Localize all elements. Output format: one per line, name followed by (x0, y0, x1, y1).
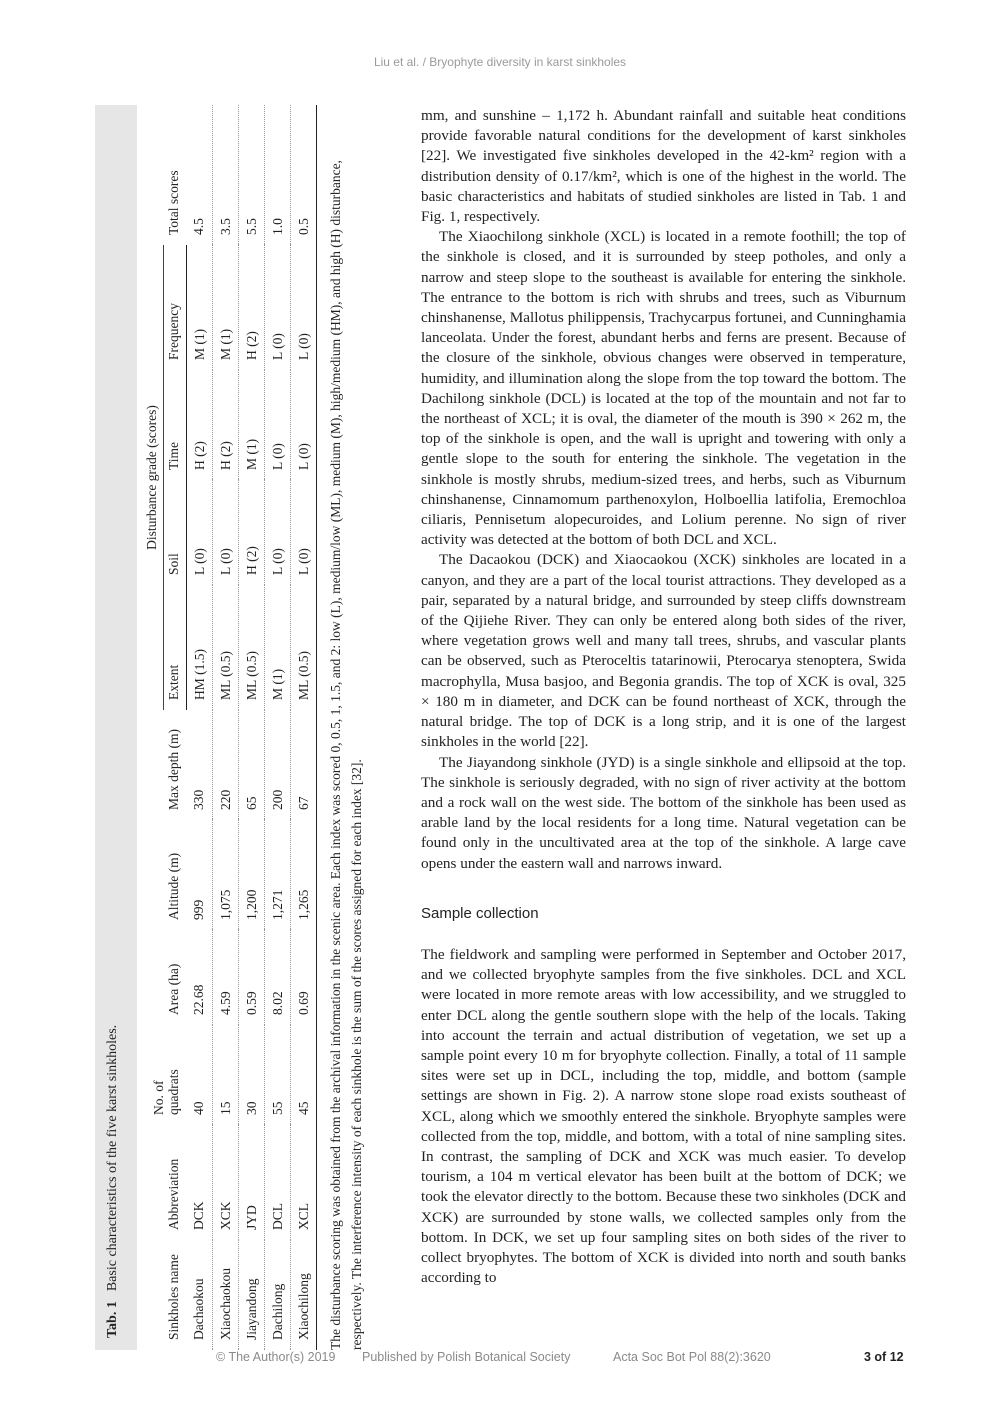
table-cell: 15 (213, 1025, 239, 1125)
table-cell: Xiaochilong (291, 1240, 317, 1350)
table-cell: XCK (213, 1125, 239, 1240)
table-note: The disturbance scoring was obtained from the archival information in the scenic area. Each index was scored 0, 0.5, 1, 1.5, and 2: low (L), medium/low (ML), medium (M), high/medium (HM), and high (H) disturbance, respectively. The interference intensity of each sinkhole is the sum of the scores assigned for each index [32]. (328, 160, 364, 1350)
table-caption-band (95, 105, 137, 1350)
table-cell: L (0) (213, 480, 239, 585)
table-cell: DCK (187, 1125, 213, 1240)
table-body (187, 105, 317, 1350)
table-cell: 0.59 (239, 930, 265, 1025)
table-label: Tab. 1 (105, 1301, 120, 1338)
table-cell: 55 (265, 1025, 291, 1125)
col-header-time: Time (163, 370, 187, 480)
paragraph-4: The Jiayandong sinkhole (JYD) is a single sinkhole and ellipsoid at the top. The sinkhole is seriously degraded, with no sign of river activity at the bottom and a rock wall on the west side. The bottom of the sinkhole has been used as arable land by the local residents for a long time. Natural vegetation can be found only in the uncultivated area at the top of the sinkhole. A large cave opens under the eastern wall and narrows inward. (421, 753, 906, 872)
footer-page-number: 3 of 12 (864, 1350, 904, 1364)
table-cell: M (1) (265, 585, 291, 710)
col-header-area: Area (ha) (166, 963, 182, 1015)
paragraph-1: mm, and sunshine – 1,172 h. Abundant rainfall and suitable heat conditions provide favorable natural conditions for the development of karst sinkholes [22]. We investigated five sinkholes developed in the 42-km² region with a distribution density of 0.17/km², which is one of the highest in the world. The basic characteristics and habitats of studied sinkholes are listed in Tab. 1 and Fig. 1, respectively. (421, 107, 906, 226)
table-cell: 200 (265, 710, 291, 820)
footer-copyright: © The Author(s) 2019 (216, 1350, 336, 1364)
running-head: Liu et al. / Bryophyte diversity in karst sinkholes (373, 55, 627, 69)
table-caption (105, 1025, 121, 1338)
table-cell: L (0) (265, 245, 291, 370)
table-cell: ML (0.5) (291, 585, 317, 710)
table-cell: 3.5 (213, 105, 239, 245)
table-cell: XCL (291, 1125, 317, 1240)
table-cell: Dachilong (265, 1240, 291, 1350)
table-cell: L (0) (291, 480, 317, 585)
table-cell: 1,265 (291, 820, 317, 930)
table-cell: L (0) (265, 370, 291, 480)
table-cell: 67 (291, 710, 317, 820)
section-heading: Sample collection (421, 904, 539, 922)
col-header-name: Sinkholes name (166, 1254, 182, 1340)
table-row (213, 105, 239, 1350)
group-header-disturbance: Disturbance grade (scores) (142, 245, 163, 710)
table-cell: 4.5 (187, 105, 213, 245)
table-cell: 1,075 (213, 820, 239, 930)
table-cell: 8.02 (265, 930, 291, 1025)
table-cell: 1.0 (265, 105, 291, 245)
table-cell: Jiayandong (239, 1240, 265, 1350)
col-header-extent: Extent (163, 585, 187, 710)
table-cell: M (1) (187, 245, 213, 370)
table-cell: H (2) (213, 370, 239, 480)
table-cell: 0.69 (291, 930, 317, 1025)
table-title: Basic characteristics of the five karst sinkholes. (105, 1024, 120, 1292)
table-cell: M (1) (213, 245, 239, 370)
paragraph-5: The fieldwork and sampling were performed in September and October 2017, and we collected bryophyte samples from the five sinkholes. DCL and XCL were located in more remote areas with low accessibility, and we struggled to enter DCL along the gentle southern slope with the help of the locals. Taking into account the terrain and actual distribution of vegetation, we set up a sample point every 10 m for bryophyte collection. Finally, a total of 11 sample sites were set up in DCL, including the top, middle, and bottom (sample settings are shown in Fig. 2). A narrow stone slope road exists southeast of XCL, along which we smoothly entered the sinkhole. Bryophyte samples were collected from the top, middle, and bottom, with a total of nine sampling sites. In contrast, the sampling of DCK and XCK was much easier. To develop tourism, a 104 m vertical elevator has been built at the bottom of DCK; we took the elevator directly to the bottom. Because these two sinkholes (DCK and XCK) are surrounded by stone walls, we collected samples only from the bottom. In DCK, we set up four sampling sites on both sides of the river to collect bryophytes. The bottom of XCK is divided into north and south banks according to (421, 945, 906, 1287)
table-cell: DCL (265, 1125, 291, 1240)
table-cell: 4.59 (213, 930, 239, 1025)
footer-journal: Acta Soc Bot Pol 88(2):3620 (613, 1350, 771, 1364)
table-row (187, 105, 213, 1350)
footer-publisher: Published by Polish Botanical Society (362, 1350, 571, 1364)
table-cell: 0.5 (291, 105, 317, 245)
table-cell: L (0) (187, 480, 213, 585)
paragraph-3: The Dacaokou (DCK) and Xiaocaokou (XCK) sinkholes are located in a canyon, and they are a part of the local tourist attractions. They developed as a pair, separated by a natural bridge, and surrounded by steep cliffs downstream of the Qijiehe River. They can only be entered along both sides of the river, where vegetation grows well and many tall trees, shrubs, and vascular plants can be observed, such as Pteroceltis tatarinowii, Pterocarya stenoptera, Swida macrophylla, Musa basjoo, and Begonia grandis. The top of XCK is oval, 325 × 180 m in diameter, and DCK can be found northeast of XCK, through the natural bridge. The top of DCK is a long strip, and it is one of the largest sinkholes in the world [22]. (421, 551, 906, 751)
table-cell: 30 (239, 1025, 265, 1125)
col-header-quadrats: No. of quadrats (150, 1069, 182, 1115)
table-cell: 22.68 (187, 930, 213, 1025)
table-cell: 5.5 (239, 105, 265, 245)
col-header-soil: Soil (163, 480, 187, 585)
table-cell: 45 (291, 1025, 317, 1125)
paragraph-2: The Xiaochilong sinkhole (XCL) is located in a remote foothill; the top of the sinkhole is closed, and it is surrounded by steep potholes, and only a narrow and steep slope to the southeast is available for entering the sinkhole. The entrance to the bottom is rich with shrubs and trees, such as Viburnum chinshanense, Mallotus philippensis, Trachycarpus fortunei, and Cunninghamia lanceolata. Under the forest, abundant herbs and ferns are present. Because of the closure of the sinkhole, obvious changes were observed in temperature, humidity, and illumination along the slope from the top toward the bottom. The Dachilong sinkhole (DCL) is located at the top of the mountain and not far to the northeast of XCL; it is oval, the diameter of the mouth is 390 × 262 m, the top of the sinkhole is open, and the wall is upright and towering with only a gentle slope to the south for entering the sinkhole. The vegetation in the sinkhole is mostly shrubs, medium-sized trees, and herbs, such as Viburnum chinshanense, Cinnamomum parthenoxylon, Holboellia latifolia, Eremochloa ciliaris, Pennisetum alopecuroides, and Lolium perenne. No sign of river activity was detected at the bottom of both DCL and XCL. (421, 228, 906, 549)
table-cell: M (1) (239, 370, 265, 480)
table-cell: 1,200 (239, 820, 265, 930)
rotated-table (95, 105, 390, 1350)
body-column (421, 106, 906, 1288)
col-header-depth: Max depth (m) (166, 729, 182, 810)
table-cell: ML (0.5) (239, 585, 265, 710)
table-cell: 1,271 (265, 820, 291, 930)
table-cell: 220 (213, 710, 239, 820)
table-row (265, 105, 291, 1350)
col-header-frequency: Frequency (163, 245, 187, 370)
table-cell: H (2) (239, 245, 265, 370)
col-header-total: Total scores (166, 170, 182, 235)
table-cell: HM (1.5) (187, 585, 213, 710)
table-cell: 999 (187, 820, 213, 930)
table-row (239, 105, 265, 1350)
table-cell: ML (0.5) (213, 585, 239, 710)
table-cell: 330 (187, 710, 213, 820)
table-cell: H (2) (239, 480, 265, 585)
table-cell: H (2) (187, 370, 213, 480)
table-cell: 65 (239, 710, 265, 820)
col-header-altitude: Altitude (m) (166, 852, 182, 920)
table-cell: Xiaochaokou (213, 1240, 239, 1350)
table-cell: 40 (187, 1025, 213, 1125)
table-cell: L (0) (265, 480, 291, 585)
col-header-abbreviation: Abbreviation (166, 1158, 182, 1230)
table-cell: JYD (239, 1125, 265, 1240)
table-cell: L (0) (291, 245, 317, 370)
sinkhole-table (142, 105, 317, 1350)
table-panel (95, 105, 390, 1350)
table-cell: Dachaokou (187, 1240, 213, 1350)
table-row (291, 105, 317, 1350)
table-cell: L (0) (291, 370, 317, 480)
